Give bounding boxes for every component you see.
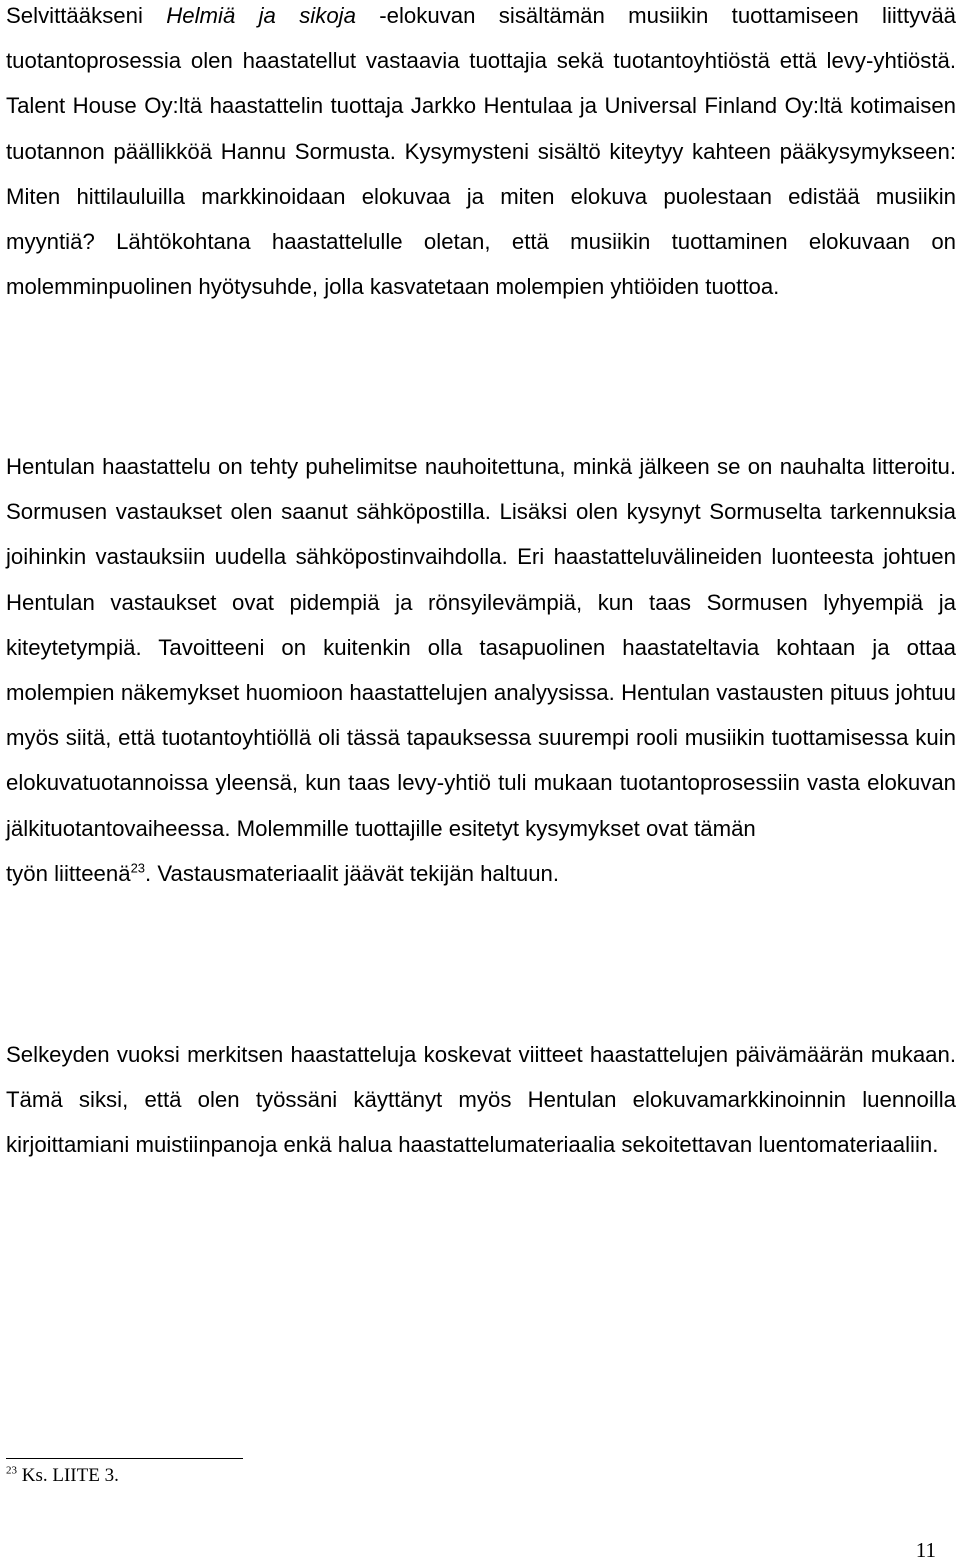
footnote-text: Ks. LIITE 3. [17, 1465, 119, 1486]
paragraph-text: Selvittääkseni [6, 3, 167, 28]
footnote-separator [6, 1458, 243, 1459]
paragraph-text: -elokuvan sisältämän musiikin tuottamiseen liittyvää tuotantoprosessia olen haastatellut vastaavia tuottajia sekä tuotantoyhtiöstä että levy-yhtiöstä. Talent House Oy:ltä haastattelin tuottaja Jarkko Hentulaa ja Universal Finland Oy:ltä kotimaisen tuotannon päällikköä Hannu Sormusta. Kysymysteni sisältö kiteytyy kahteen pääkysymykseen: Miten hittilauluilla markkinoidaan elokuvaa ja miten elokuva puolestaan edistää musiikin myyntiä? Lähtökohtana haastattelulle oletan, että musiikin tuottaminen elokuvaan on molemminpuolinen hyötysuhde, jolla kasvatetaan molempien yhtiöiden tuottoa. [6, 3, 957, 300]
paragraph-text: . Vastausmateriaalit jäävät tekijän haltuun. [145, 860, 560, 886]
footnote-number: 23 [6, 1464, 17, 1477]
paragraph-interviews-intro [6, 0, 956, 309]
paragraph-text: työn liitteenä [6, 860, 131, 886]
paragraph-text: Hentulan haastattelu on tehty puhelimitse nauhoitettuna, minkä jälkeen se on nauhalta litteroitu. Sormusen vastaukset olen saanut sähköpostilla. Lisäksi olen kysynyt Sormuselta tarkennuksia joihinkin vastauksiin uudella sähköpostinvaihdolla. Eri haastatteluvälineiden luonteesta johtuen Hentulan vastaukset ovat pidempiä ja rönsyilevämpiä, kun taas Sormusen lyhyempiä ja kiteytetympiä. Tavoitteeni on kuitenkin olla tasapuolinen haastateltavia kohtaan ja ottaa molempien näkemykset huomioon haastattelujen analyysissa. Hentulan vastausten pituus johtuu myös siitä, että tuotantoyhtiöllä oli tässä tapauksessa suurempi rooli musiikin tuottamisessa kuin elokuvatuotannoissa yleensä, kun taas levy-yhtiö tuli mukaan tuotantoprosessiin vasta elokuvan jälkituotantovaiheessa. Molemmille tuottajille esitetyt kysymykset ovat tämän [6, 454, 956, 841]
film-title: Helmiä ja sikoja [166, 3, 356, 28]
paragraph-text: Selkeyden vuoksi merkitsen haastatteluja koskevat viitteet haastattelujen päivämäärän mukaan. Tämä siksi, että olen työssäni käyttänyt myös Hentulan elokuvamarkkinoinnin luennoilla kirjoittamiani muistiinpanoja enkä halua haastattelumateriaalia sekoitettavan luentomateriaaliin. [6, 1042, 956, 1158]
page-number: 11 [915, 1538, 936, 1562]
footnote [6, 1464, 119, 1488]
footnote-reference[interactable]: 23 [130, 860, 146, 876]
paragraph-citation-note [6, 1032, 956, 1168]
paragraph-last-line [6, 851, 956, 896]
paragraph-interview-methods [6, 444, 956, 896]
